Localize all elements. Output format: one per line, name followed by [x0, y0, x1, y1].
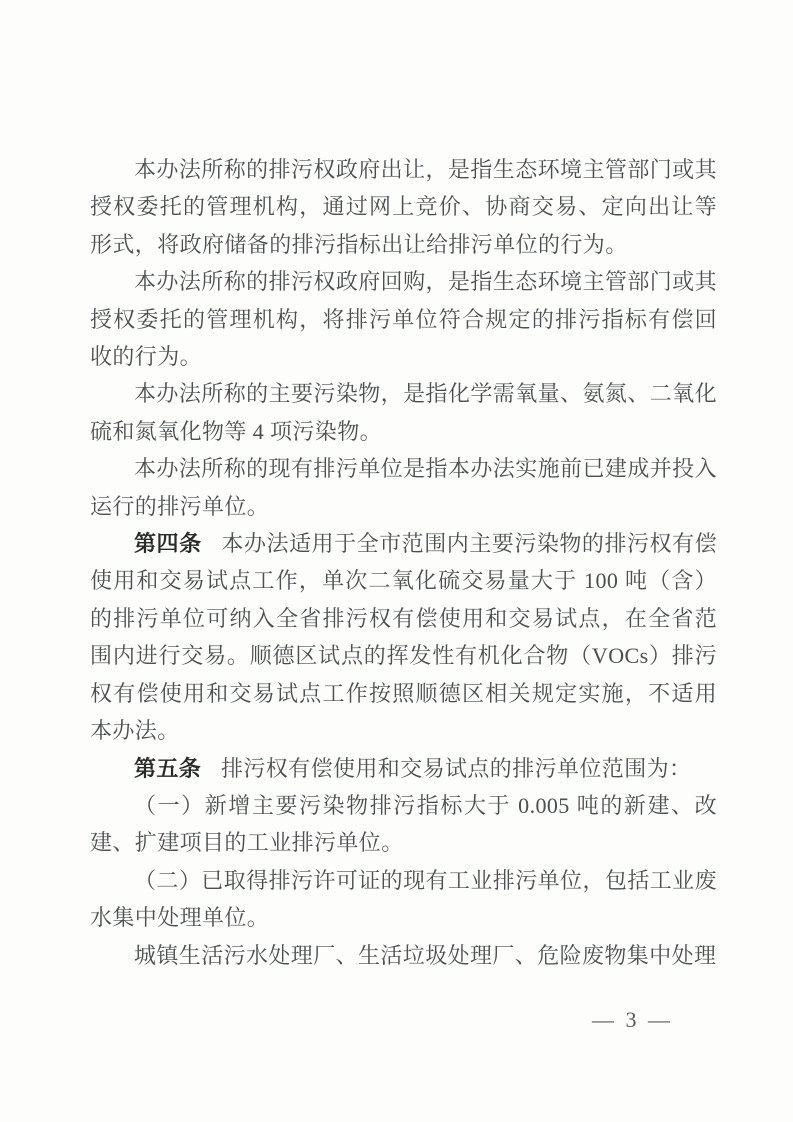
- definition-major-pollutants-paragraph: [90, 375, 717, 450]
- paragraph-text: 城镇生活污水处理厂、生活垃圾处理厂、危险废物集中处理: [134, 942, 717, 968]
- paragraph-text: 本办法所称的现有排污单位是指本办法实施前已建成并投入运行的排污单位。: [90, 456, 717, 519]
- page-number: — 3 —: [592, 1007, 673, 1032]
- paragraph-text: 本办法所称的排污权政府回购，是指生态环境主管部门或其授权委托的管理机构，将排污单位符合规定的排污指标有偿回收的行为。: [90, 269, 717, 370]
- article-4-paragraph: [90, 525, 717, 749]
- paragraph-text: 本办法适用于全市范围内主要污染物的排污权有偿使用和交易试点工作，单次二氧化硫交易量大于 100 吨（含）的排污单位可纳入全省排污权有偿使用和交易试点，在全省范围内进行交易。顺德区试点的挥发性有机化合物（VOCs）排污权有偿使用和交易试点工作按照顺德区相关规定实施，不适用本办法。: [90, 531, 717, 744]
- item-2-paragraph: [90, 862, 717, 937]
- article-4-label: 第四条: [134, 531, 202, 557]
- paragraph-text: （二）已取得排污许可证的现有工业排污单位，包括工业废水集中处理单位。: [90, 867, 717, 931]
- paragraph-text: （一）新增主要污染物排污指标大于 0.005 吨的新建、改建、扩建项目的工业排污单位。: [90, 792, 717, 856]
- paragraph-text: 本办法所称的排污权政府出让，是指生态环境主管部门或其授权委托的管理机构，通过网上竞价、协商交易、定向出让等形式，将政府储备的排污指标出让给排污单位的行为。: [90, 157, 717, 257]
- paragraph-text: 本办法所称的主要污染物，是指化学需氧量、氨氮、二氧化硫和氮氧化物等 4 项污染物。: [90, 381, 717, 444]
- article-5-paragraph: [90, 750, 717, 787]
- item-1-paragraph: [90, 787, 717, 862]
- definition-existing-units-paragraph: [90, 450, 717, 525]
- article-5-label: 第五条: [134, 755, 202, 781]
- document-body: [90, 151, 717, 974]
- definition-government-buyback-paragraph: [90, 263, 717, 375]
- paragraph-text: 排污权有偿使用和交易试点的排污单位范围为：: [221, 755, 692, 781]
- definition-government-transfer-paragraph: [90, 151, 717, 263]
- treatment-plants-paragraph: [90, 937, 717, 974]
